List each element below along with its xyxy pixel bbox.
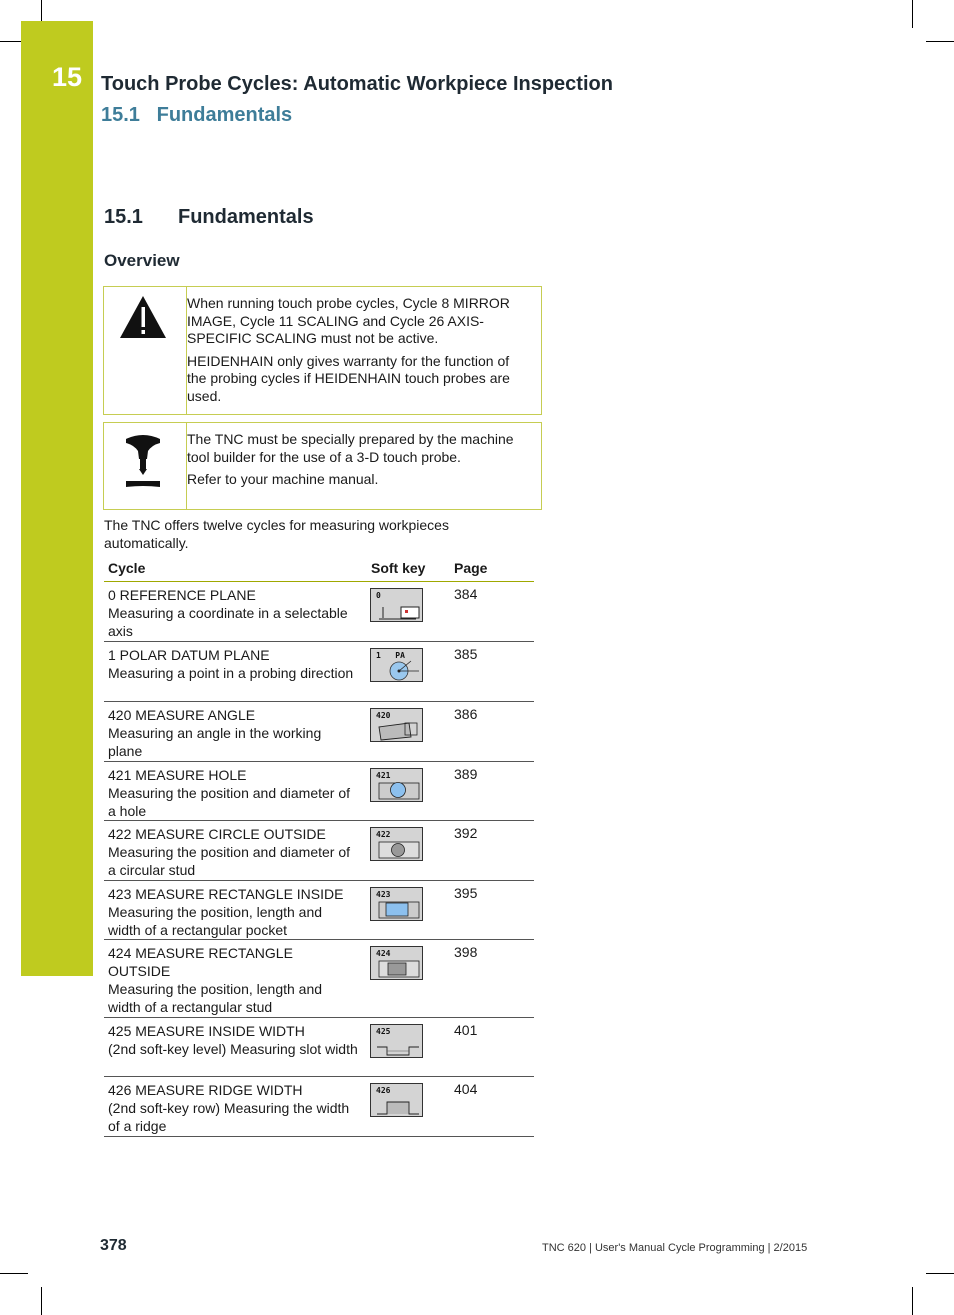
page-ref: 389 (454, 766, 478, 782)
intro-text: The TNC offers twelve cycles for measuring workpieces automatically. (104, 517, 449, 551)
cycle-title: 421 MEASURE HOLE (108, 767, 247, 783)
note-text (187, 431, 531, 494)
cycle-description: Measuring the position and diameter of a hole (108, 785, 351, 819)
cycle-description: Measuring the position, length and width of a rectangular stud (108, 981, 323, 1015)
cycle-title: 423 MEASURE RECTANGLE INSIDE (108, 886, 344, 902)
softkey-label: 421 (376, 771, 391, 780)
column-header-softkey: Soft key (371, 560, 426, 576)
softkey-cycle-425[interactable] (370, 1024, 423, 1058)
table-row (104, 642, 534, 702)
page-ref: 401 (454, 1022, 478, 1038)
section-heading (104, 206, 314, 229)
page-ref: 385 (454, 646, 478, 662)
softkey-label: 422 (376, 830, 391, 839)
softkey-label: 424 (376, 949, 391, 958)
warning-icon (104, 287, 186, 414)
subsection-heading: Overview (104, 251, 180, 270)
cycle-description: (2nd soft-key row) Measuring the width of a ridge (108, 1100, 350, 1134)
softkey-cycle-0[interactable] (370, 588, 423, 622)
running-section-title: 15.1 Fundamentals (101, 104, 293, 126)
note-paragraph: When running touch probe cycles, Cycle 8 MIRROR IMAGE, Cycle 11 SCALING and Cycle 26 AXIS-SPECIFIC SCALING must not be active. (187, 295, 510, 346)
softkey-label: 0 (376, 591, 381, 600)
note-icon-cell (104, 287, 187, 414)
table-row (104, 881, 534, 940)
softkey-cycle-421[interactable] (370, 768, 423, 802)
column-header-page: Page (454, 560, 488, 576)
page-number: 378 (100, 1237, 127, 1254)
footer-text: TNC 620 | User's Manual Cycle Programming | 2/2015 (542, 1242, 808, 1254)
softkey-cycle-426[interactable] (370, 1083, 423, 1117)
chapter-band (21, 21, 93, 976)
crop-mark (912, 1287, 913, 1315)
note-paragraph: HEIDENHAIN only gives warranty for the function of the probing cycles if HEIDENHAIN touch probes are used. (187, 352, 510, 404)
page-ref: 386 (454, 706, 478, 722)
softkey-label: 420 (376, 711, 391, 720)
cycle-title: 1 POLAR DATUM PLANE (108, 647, 270, 663)
cycle-description: Measuring the position, length and width of a rectangular pocket (108, 904, 323, 938)
cycle-description: Measuring a point in a probing direction (108, 665, 354, 681)
softkey-label: 425 (376, 1027, 391, 1036)
table-row (104, 940, 534, 1018)
note-paragraph: The TNC must be specially prepared by the machine tool builder for the use of a 3-D touch probe. (187, 431, 514, 465)
section-title: Fundamentals (178, 206, 314, 228)
cycle-description: Measuring a coordinate in a selectable axis (108, 605, 348, 639)
table-header (104, 556, 534, 582)
softkey-label: 426 (376, 1086, 391, 1095)
table-row (104, 821, 534, 881)
softkey-cycle-423[interactable] (370, 887, 423, 921)
crop-mark (926, 1273, 954, 1274)
table-row (104, 1077, 534, 1137)
cycle-table (104, 556, 534, 1137)
cycle-description: Measuring the position and diameter of a circular stud (108, 844, 351, 878)
page-ref: 392 (454, 825, 478, 841)
crop-mark (41, 0, 42, 21)
warning-note (103, 286, 542, 415)
crop-mark (912, 0, 913, 28)
chapter-title: Touch Probe Cycles: Automatic Workpiece Inspection (101, 73, 613, 95)
softkey-cycle-1[interactable] (370, 648, 423, 682)
section-number: 15.1 (104, 206, 143, 228)
page-ref: 395 (454, 885, 478, 901)
machine-icon (104, 423, 186, 509)
table-row (104, 582, 534, 642)
note-icon-cell (104, 423, 187, 509)
chapter-number: 15 (52, 62, 83, 92)
softkey-cycle-422[interactable] (370, 827, 423, 861)
page-ref: 398 (454, 944, 478, 960)
cycle-description: (2nd soft-key level) Measuring slot width (108, 1041, 358, 1057)
softkey-cycle-424[interactable] (370, 946, 423, 980)
table-row (104, 762, 534, 821)
crop-mark (0, 41, 21, 42)
cycle-title: 0 REFERENCE PLANE (108, 587, 256, 603)
note-paragraph: Refer to your machine manual. (187, 471, 379, 487)
column-header-cycle: Cycle (108, 560, 146, 576)
crop-mark (926, 41, 954, 42)
cycle-title: 426 MEASURE RIDGE WIDTH (108, 1082, 303, 1098)
page-ref: 384 (454, 586, 478, 602)
table-row (104, 702, 534, 762)
softkey-cycle-420[interactable] (370, 708, 423, 742)
cycle-title: 422 MEASURE CIRCLE OUTSIDE (108, 826, 326, 842)
cycle-description: Measuring an angle in the working plane (108, 725, 322, 759)
crop-mark (41, 1287, 42, 1315)
cycle-title: 420 MEASURE ANGLE (108, 707, 256, 723)
note-text (187, 295, 531, 410)
table-row (104, 1018, 534, 1077)
softkey-label: 423 (376, 890, 391, 899)
cycle-title: 425 MEASURE INSIDE WIDTH (108, 1023, 305, 1039)
softkey-label: 1 PA (376, 651, 405, 660)
crop-mark (0, 1273, 28, 1274)
cycle-title: 424 MEASURE RECTANGLE OUTSIDE (108, 945, 293, 979)
page-ref: 404 (454, 1081, 478, 1097)
machine-note (103, 422, 542, 510)
